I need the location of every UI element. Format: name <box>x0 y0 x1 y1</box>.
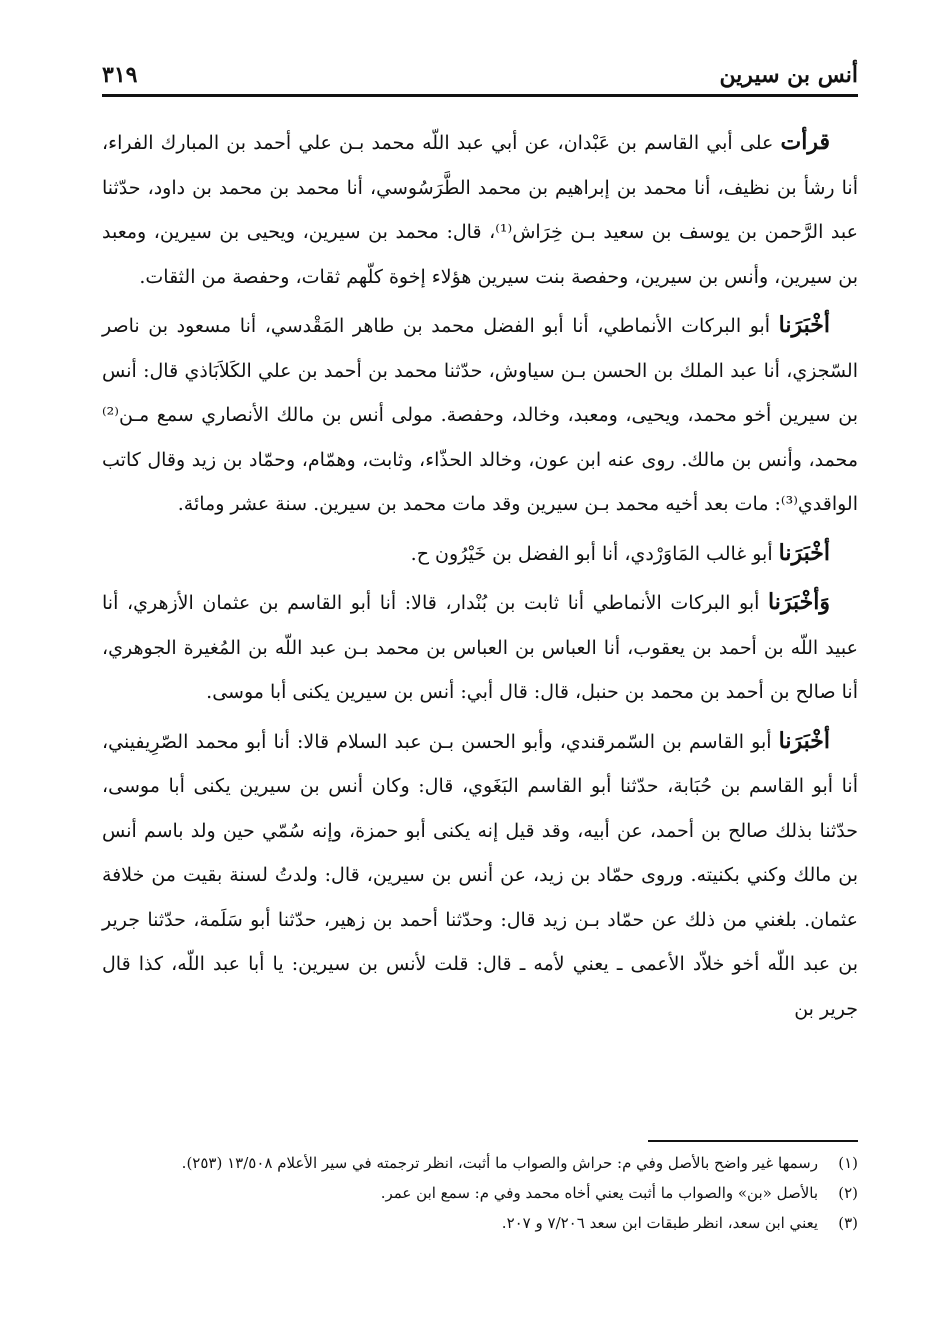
paragraph-text: أبو القاسم بن السّمرقندي، وأبو الحسن بـن عبد السلام قالا: أنا أبو محمد الصّرِيفيني، أنا أبو القاسم بن حُبَابة، حدّثنا أبو القاسم البَغَوي، قال: وكان أنس بن سيرين يكنى أبا موسى، حدّثنا بذلك صالح بن أحمد، عن أبيه، وقد قيل إنه يكنى أبو حمزة، وإنه سُمّي حين ولد باسم أنس بن مالك وكني بكنيته. وروى حمّاد بن زيد، عن أنس بن سيرين، قال: ولدتُ لسنة بقيت من خلافة عثمان. بلغني من ذلك عن حمّاد بـن زيد قال: وحدّثنا أحمد بن زهير، حدّثنا أبو سَلَمة، حدّثنا جرير بن عبد اللّه أخو خلاّد الأعمى ـ يعني لأمه ـ قال: قلت لأنس بن سيرين: يا أبا عبد اللّه، كذا قال جرير بن <box>102 730 858 1020</box>
paragraph <box>102 531 858 577</box>
footnote-text: رسمها غير واضح بالأصل وفي م: حراش والصواب ما أثبت، انظر ترجمته في سير الأعلام ١٣/٥٠٨ (٢٥٣). <box>181 1154 818 1172</box>
page-header <box>102 56 858 96</box>
paragraph-lead: أخْبَرَنا <box>778 727 830 754</box>
footnote <box>102 1178 858 1208</box>
paragraph-text: أبو البركات الأنماطي، أنا أبو الفضل محمد بن طاهر المَقْدسي، أنا مسعود بن ناصر السّجزي، أنا عبد الملك بن الحسن بـن سياوش، حدّثنا محمد بن أحمد بن علي الكَلاَبَاذي قال: أنس بن سيرين أخو محمد، ويحيى، ومعبد، وخالد، وحفصة. مولى أنس بن مالك الأنصاري سمع مـن⁽²⁾ محمد، وأنس بن مالك. روى عنه ابن عون، وخالد الحذّاء، وثابت، وهمّام، وحمّاد بن زيد وقال كاتب الواقدي⁽³⁾: مات بعد أخيه محمد بـن سيرين وقد مات محمد بن سيرين. سنة عشر ومائة. <box>102 315 858 515</box>
footnote-number: (٢) <box>838 1184 858 1202</box>
paragraph <box>102 580 858 715</box>
paragraph-lead: قرأت <box>780 129 830 155</box>
footnote <box>102 1208 858 1238</box>
footnote-text: بالأصل «بن» والصواب ما أثبت يعني أخاه محمد وفي م: سمع ابن عمر. <box>380 1184 818 1202</box>
paragraph-lead: أخْبَرَنا <box>778 539 830 566</box>
footnote-rule <box>648 1140 858 1142</box>
footnote <box>102 1148 858 1178</box>
paragraph <box>102 719 858 1032</box>
paragraph-text: أبو البركات الأنماطي أنا ثابت بن بُنْدار، قالا: أنا أبو القاسم بن عثمان الأزهري، أنا عبيد اللّه بن أحمد بن يعقوب، أنا العباس بن العباس بن محمد بـن عبد اللّه بن المُغيرة الجوهري، أنا صالح بن أحمد بن محمد بن حنبل، قال: قال أبي: أنس بن سيرين يكنى أبا موسى. <box>102 592 858 703</box>
running-title: أنس بن سيرين <box>719 62 858 88</box>
paragraph-text: أبو غالب المَاوَرْدي، أنا أبو الفضل بن خَيْرُون ح. <box>410 542 779 565</box>
footnotes <box>102 1148 858 1238</box>
header-rule <box>102 94 858 97</box>
footnote-number: (١) <box>838 1154 858 1172</box>
page-number: ٣١٩ <box>102 62 138 88</box>
paragraph-text: على أبي القاسم بن عَبْدان، عن أبي عبد اللّه محمد بـن علي أحمد بن المبارك الفراء، أنا رشأ بن نظيف، أنا محمد بن إبراهيم بن محمد الطَّرَسُوسي، أنا محمد بن محمد بن داود، حدّثنا عبد الرَّحمن بن يوسف بن سعيد بـن خِرَاش⁽¹⁾، قال: محمد بن سيرين، ويحيى بن سيرين، ومعبد بن سيرين، وأنس بن سيرين، وحفصة بنت سيرين هؤلاء إخوة كلّهم ثقات، وحفصة من الثقات. <box>102 132 858 288</box>
paragraph-lead: أخْبَرَنا <box>778 312 830 338</box>
paragraph <box>102 303 858 527</box>
main-text <box>102 120 858 1035</box>
footnote-number: (٣) <box>838 1214 858 1232</box>
footnote-text: يعني ابن سعد، انظر طبقات ابن سعد ٧/٢٠٦ و ٢٠٧. <box>501 1214 818 1232</box>
paragraph <box>102 120 858 299</box>
paragraph-lead: وَأخْبَرَنا <box>768 589 830 615</box>
